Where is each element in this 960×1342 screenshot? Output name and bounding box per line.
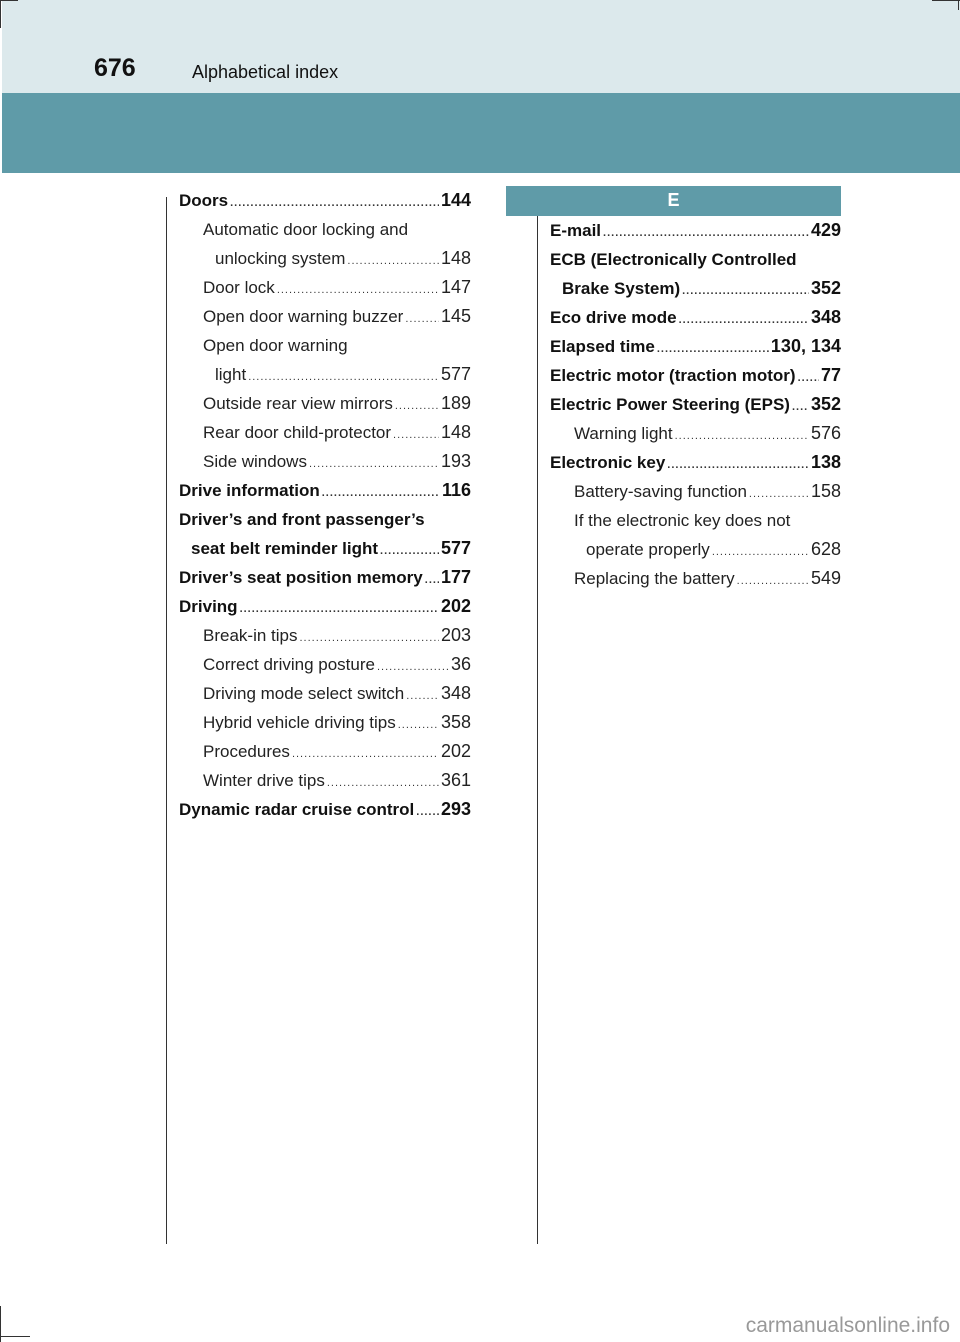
page-reference: 549: [810, 568, 841, 588]
index-entry: [179, 563, 471, 592]
leader-dots: [292, 740, 439, 769]
index-subentry: [179, 389, 471, 418]
index-entry: [179, 534, 471, 563]
entry-text: operate properly: [586, 540, 710, 559]
entry-text: If the electronic key does not: [574, 511, 791, 530]
entry-text: Warning light: [574, 424, 673, 443]
leader-dots: [798, 364, 819, 393]
leader-dots: [792, 393, 809, 422]
index-entry: [550, 245, 841, 274]
leader-dots: [347, 247, 439, 276]
entry-text: Elapsed time: [550, 337, 655, 356]
entry-text: E-mail: [550, 221, 602, 240]
left-column-rule: [166, 197, 167, 1244]
index-subentry: [179, 766, 471, 795]
entry-text: Driving: [179, 597, 238, 616]
entry-text: Brake System): [562, 279, 681, 298]
index-entry: [550, 448, 841, 477]
leader-dots: [299, 624, 438, 653]
entry-text: Open door warning buzzer: [203, 307, 404, 326]
leader-dots: [377, 653, 449, 682]
page-reference: 130, 134: [770, 336, 841, 356]
leader-dots: [322, 479, 440, 508]
entry-text: unlocking system: [215, 249, 346, 268]
entry-text: Electronic key: [550, 453, 666, 472]
entry-text: Door lock: [203, 278, 275, 297]
page-title: Alphabetical index: [192, 62, 339, 82]
page-reference: 352: [810, 278, 841, 298]
leader-dots: [425, 566, 439, 595]
index-subentry: [179, 360, 471, 389]
entry-text: Driver’s and front passenger’s: [179, 510, 425, 529]
page-reference: 202: [440, 741, 471, 761]
page-reference: 144: [440, 190, 471, 210]
leader-dots: [679, 306, 809, 335]
page-reference: 577: [440, 364, 471, 384]
leader-dots: [657, 335, 769, 364]
entry-text: Battery-saving function: [574, 482, 747, 501]
watermark: carmanualsonline.info: [745, 1314, 950, 1337]
page-reference: 138: [810, 452, 841, 472]
leader-dots: [712, 538, 809, 567]
index-subentry: [550, 535, 841, 564]
index-subentry: [179, 737, 471, 766]
entry-text: seat belt reminder light: [191, 539, 379, 558]
leader-dots: [230, 189, 439, 218]
page-reference: 148: [440, 248, 471, 268]
page-reference: 193: [440, 451, 471, 471]
page-reference: 361: [440, 770, 471, 790]
entry-text: Procedures: [203, 742, 290, 761]
index-entry: [179, 476, 471, 505]
entry-text: light: [215, 365, 247, 384]
page-reference: 352: [810, 394, 841, 414]
entry-text: Automatic door locking and: [203, 220, 409, 239]
page-reference: 577: [440, 538, 471, 558]
leader-dots: [380, 537, 439, 566]
leader-dots: [240, 595, 439, 624]
leader-dots: [327, 769, 439, 798]
index-subentry: [179, 215, 471, 244]
index-subentry: [179, 621, 471, 650]
index-subentry: [179, 331, 471, 360]
section-band: [2, 93, 960, 173]
entry-text: ECB (Electronically Controlled: [550, 250, 797, 269]
entry-text: Drive information: [179, 481, 320, 500]
page-reference: 429: [810, 220, 841, 240]
index-subentry: [550, 506, 841, 535]
right-index-column: [550, 216, 841, 593]
leader-dots: [667, 451, 809, 480]
leader-dots: [248, 363, 439, 392]
leader-dots: [405, 305, 439, 334]
index-entry: [550, 361, 841, 390]
page-reference: 145: [440, 306, 471, 326]
header-band: [2, 0, 960, 93]
index-subentry: [550, 419, 841, 448]
index-subentry: [179, 650, 471, 679]
page-reference: 116: [441, 480, 471, 500]
page-reference: 177: [440, 567, 471, 587]
page-reference: 576: [810, 423, 841, 443]
leader-dots: [393, 421, 439, 450]
index-entry: [179, 592, 471, 621]
crop-mark: [958, 0, 959, 10]
left-index-column: [179, 186, 471, 824]
index-entry: [550, 274, 841, 303]
entry-text: Electric Power Steering (EPS): [550, 395, 790, 414]
page-reference: 189: [440, 393, 471, 413]
index-subentry: [179, 708, 471, 737]
leader-dots: [675, 422, 809, 451]
page-reference: 293: [440, 799, 471, 819]
crop-mark: [932, 0, 960, 1]
page-reference: 202: [440, 596, 471, 616]
entry-text: Dynamic radar cruise control: [179, 800, 415, 819]
page-reference: 158: [810, 481, 841, 501]
leader-dots: [416, 798, 439, 827]
page-reference: 36: [450, 654, 471, 674]
index-entry: [179, 795, 471, 824]
crop-mark: [0, 0, 1, 28]
entry-text: Doors: [179, 191, 229, 210]
leader-dots: [395, 392, 439, 421]
entry-text: Eco drive mode: [550, 308, 677, 327]
entry-text: Replacing the battery: [574, 569, 735, 588]
crop-mark: [0, 0, 18, 1]
page-reference: 203: [440, 625, 471, 645]
index-entry: [550, 332, 841, 361]
index-subentry: [550, 477, 841, 506]
index-subentry: [179, 418, 471, 447]
index-entry: [550, 303, 841, 332]
page-reference: 148: [440, 422, 471, 442]
index-entry: [179, 505, 471, 534]
entry-text: Correct driving posture: [203, 655, 375, 674]
entry-text: Hybrid vehicle driving tips: [203, 713, 396, 732]
leader-dots: [682, 277, 809, 306]
page-reference: 628: [810, 539, 841, 559]
index-entry: [550, 216, 841, 245]
entry-text: Outside rear view mirrors: [203, 394, 393, 413]
entry-text: Driving mode select switch: [203, 684, 405, 703]
index-subentry: [550, 564, 841, 593]
entry-text: Driver’s seat position memory: [179, 568, 423, 587]
entry-text: Winter drive tips: [203, 771, 325, 790]
entry-text: Open door warning: [203, 336, 348, 355]
page-reference: 348: [810, 307, 841, 327]
index-subentry: [179, 244, 471, 273]
page-reference: 77: [820, 365, 841, 385]
page-number: 676: [94, 54, 136, 82]
leader-dots: [309, 450, 439, 479]
page-reference: 358: [440, 712, 471, 732]
index-subentry: [179, 273, 471, 302]
crop-mark: [0, 1336, 30, 1337]
leader-dots: [749, 480, 809, 509]
page-reference: 348: [440, 683, 471, 703]
leader-dots: [603, 219, 809, 248]
section-letter-e: E: [506, 186, 841, 216]
index-entry: [179, 186, 471, 215]
entry-text: Rear door child-protector: [203, 423, 392, 442]
right-column-rule: [537, 197, 538, 1244]
leader-dots: [277, 276, 439, 305]
index-entry: [550, 390, 841, 419]
entry-text: Electric motor (traction motor): [550, 366, 796, 385]
entry-text: Side windows: [203, 452, 307, 471]
leader-dots: [398, 711, 439, 740]
leader-dots: [737, 567, 809, 596]
index-subentry: [179, 302, 471, 331]
entry-text: Break-in tips: [203, 626, 298, 645]
index-subentry: [179, 679, 471, 708]
leader-dots: [406, 682, 439, 711]
page-reference: 147: [440, 277, 471, 297]
index-subentry: [179, 447, 471, 476]
